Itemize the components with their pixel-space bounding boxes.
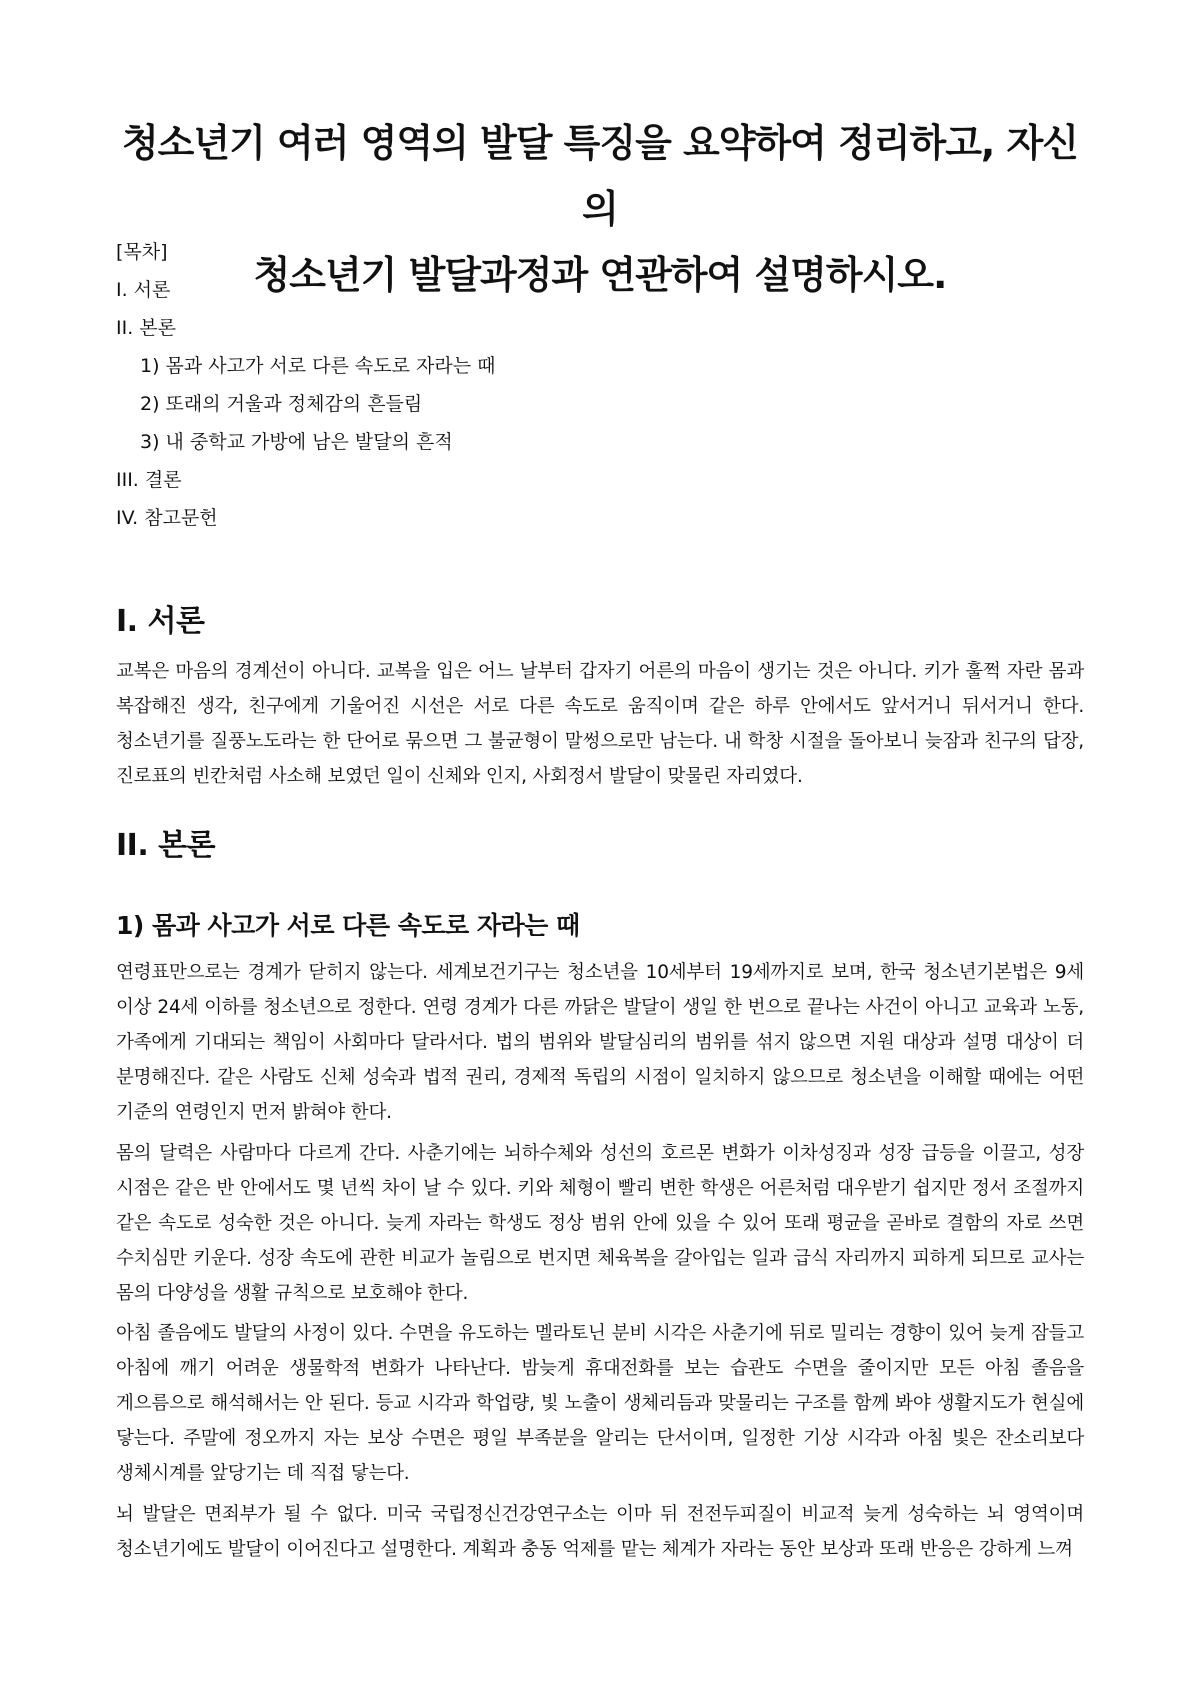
document-title-line-1: 청소년기 여러 영역의 발달 특징을 요약하여 정리하고, 자신의 (121, 121, 1079, 231)
toc-item: I. 서론 (116, 279, 171, 301)
toc-item: 1) 몸과 사고가 서로 다른 속도로 자라는 때 (140, 355, 496, 377)
toc-item: 3) 내 중학교 가방에 남은 발달의 흔적 (140, 431, 453, 453)
body-paragraph: 연령표만으로는 경계가 닫히지 않는다. 세계보건기구는 청소년을 10세부터 19세까지로 보며, 한국 청소년기본법은 9세 이상 24세 이하를 청소년으로 정한다. 연령 경계가 다른 까닭은 발달이 생일 한 번으로 끝나는 사건이 아니고 교육과 노동, 가족에게 기대되는 책임이 사회마다 달라서다. 법의 범위와 발달심리의 범위를 섞지 않으면 지원 대상과 설명 대상이 더 분명해진다. 같은 사람도 신체 성숙과 법적 권리, 경제적 독립의 시점이 일치하지 않으므로 청소년을 이해할 때에는 어떤 기준의 연령인지 먼저 밝혀야 한다. (116, 962, 1084, 1123)
toc-item: III. 결론 (116, 469, 182, 491)
section-heading-intro: I. 서론 (116, 604, 205, 639)
intro-paragraph: 교복은 마음의 경계선이 아니다. 교복을 입은 어느 날부터 갑자기 어른의 마음이 생기는 것은 아니다. 키가 훌쩍 자란 몸과 복잡해진 생각, 친구에게 기울어진 시선은 서로 다른 속도로 움직이며 같은 하루 안에서도 앞서거니 뒤서거니 한다. 청소년기를 질풍노도라는 한 단어로 묶으면 그 불균형이 말썽으로만 남는다. 내 학창 시절을 돌아보니 늦잠과 친구의 답장, 진로표의 빈칸처럼 사소해 보였던 일이 신체와 인지, 사회정서 발달이 맞물린 자리였다. (116, 661, 1084, 787)
toc-heading: [목차] (116, 241, 168, 263)
body-paragraph: 뇌 발달은 면죄부가 될 수 없다. 미국 국립정신건강연구소는 이마 뒤 전전두피질이 비교적 늦게 성숙하는 뇌 영역이며 청소년기에도 발달이 이어진다고 설명한다. 계획과 충동 억제를 맡는 체계가 자라는 동안 보상과 또래 반응은 강하게 느껴 (116, 1504, 1084, 1560)
toc-item: IV. 참고문헌 (116, 507, 218, 529)
body-paragraph: 아침 졸음에도 발달의 사정이 있다. 수면을 유도하는 멜라토닌 분비 시각은 사춘기에 뒤로 밀리는 경향이 있어 늦게 잠들고 아침에 깨기 어려운 생물학적 변화가 나타난다. 밤늦게 휴대전화를 보는 습관도 수면을 줄이지만 모든 아침 졸음을 게으름으로 해석해서는 안 된다. 등교 시각과 학업량, 빛 노출이 생체리듬과 맞물리는 구조를 함께 봐야 생활지도가 현실에 닿는다. 주말에 정오까지 자는 보상 수면은 평일 부족분을 알리는 단서이며, 일정한 기상 시각과 아침 빛은 잔소리보다 생체시계를 앞당기는 데 직접 닿는다. (116, 1323, 1084, 1484)
document-title-line-2: 청소년기 발달과정과 연관하여 설명하시오. (253, 253, 947, 297)
section-heading-body: II. 본론 (116, 828, 216, 863)
document-title (116, 110, 1084, 308)
toc-item: 2) 또래의 거울과 정체감의 흔들림 (140, 393, 423, 415)
subsection-heading-1: 1) 몸과 사고가 서로 다른 속도로 자라는 때 (116, 911, 580, 940)
body-paragraph: 몸의 달력은 사람마다 다르게 간다. 사춘기에는 뇌하수체와 성선의 호르몬 변화가 이차성징과 성장 급등을 이끌고, 성장 시점은 같은 반 안에서도 몇 년씩 차이 날 수 있다. 키와 체형이 빨리 변한 학생은 어른처럼 대우받기 쉽지만 정서 조절까지 같은 속도로 성숙한 것은 아니다. 늦게 자라는 학생도 정상 범위 안에 있을 수 있어 또래 평균을 곧바로 결함의 자로 쓰면 수치심만 키운다. 성장 속도에 관한 비교가 놀림으로 번지면 체육복을 갈아입는 일과 급식 자리까지 피하게 되므로 교사는 몸의 다양성을 생활 규칙으로 보호해야 한다. (116, 1143, 1084, 1304)
toc-item: II. 본론 (116, 317, 176, 339)
